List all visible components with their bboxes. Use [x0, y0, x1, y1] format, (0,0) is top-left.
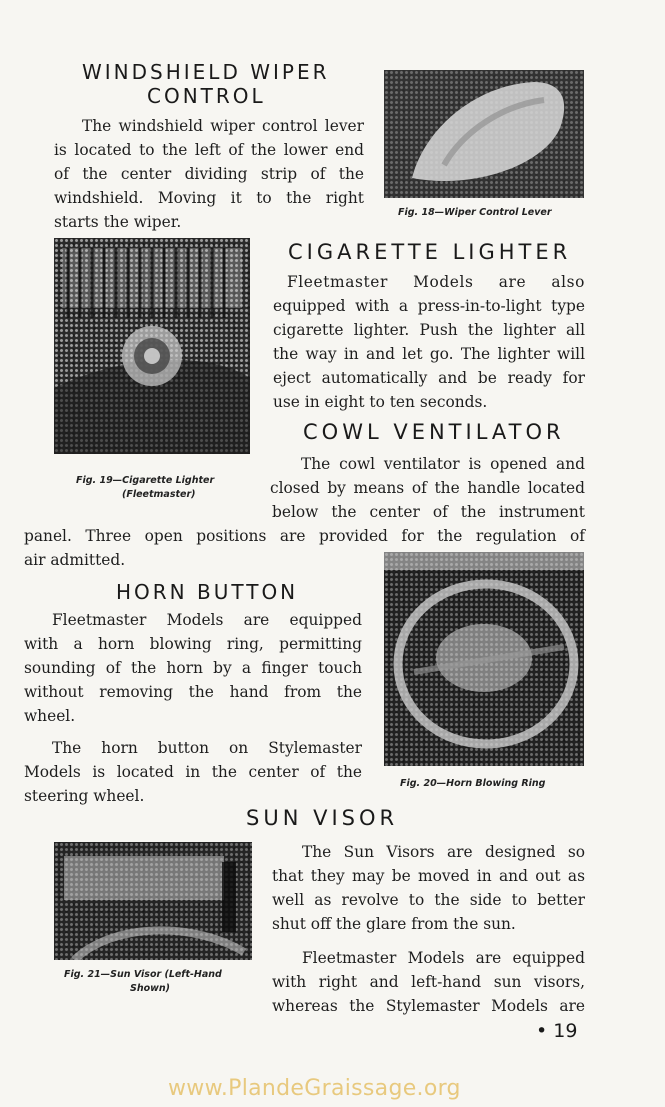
text-line: The Sun Visors are designed so	[302, 843, 585, 861]
wiper-paragraph	[54, 114, 364, 234]
text-line: starts the wiper.	[54, 213, 182, 231]
cigarette-lighter-photo	[54, 238, 250, 454]
page-number: • 19	[536, 1020, 578, 1042]
visor-heading: SUN VISOR	[246, 806, 399, 830]
wiper-heading-line2: CONTROL	[147, 84, 266, 108]
text-line: use in eight to ten seconds.	[273, 393, 488, 411]
text-line: Fleetmaster Models are also	[287, 273, 585, 291]
fig18-caption: Fig. 18—Wiper Control Lever	[398, 207, 552, 218]
text-line: with right and left-hand sun visors,	[272, 973, 585, 991]
text-line: the way in and let go. The lighter will	[273, 345, 585, 363]
lighter-paragraph	[273, 270, 585, 414]
text-line: Fleetmaster Models are equipped	[52, 611, 362, 629]
fig21-caption-line2: Shown)	[130, 983, 171, 994]
text-line: without removing the hand from the	[24, 683, 362, 701]
fig20-caption: Fig. 20—Horn Blowing Ring	[400, 778, 546, 789]
text-line: with a horn blowing ring, permitting	[24, 635, 362, 653]
text-line: windshield. Moving it to the right	[54, 189, 364, 207]
text-line: whereas the Stylemaster Models are	[272, 997, 585, 1015]
horn-ring-illustration	[384, 552, 584, 766]
text-line: is located to the left of the lower end	[54, 141, 364, 159]
fig19-caption-line1: Fig. 19—Cigarette Lighter	[76, 475, 215, 486]
text-line: equipped with a press-in-to-light type	[273, 297, 585, 315]
horn-paragraph	[24, 608, 362, 808]
text-line: closed by means of the handle located	[270, 479, 585, 497]
text-line: shut off the glare from the sun.	[272, 915, 516, 933]
text-line: The windshield wiper control lever	[82, 117, 364, 135]
text-line: Models is located in the center of the	[24, 763, 362, 781]
text-line: The cowl ventilator is opened and	[301, 455, 585, 473]
horn-ring-photo	[384, 552, 584, 766]
text-line: The horn button on Stylemaster	[52, 739, 362, 757]
text-line: Fleetmaster Models are equipped	[302, 949, 585, 967]
sun-visor-photo	[54, 842, 252, 960]
lighter-heading: CIGARETTE LIGHTER	[288, 240, 572, 264]
sun-visor-illustration	[54, 842, 252, 960]
fig21-caption-line1: Fig. 21—Sun Visor (Left-Hand	[64, 969, 222, 980]
text-line: well as revolve to the side to better	[272, 891, 585, 909]
watermark-link[interactable]: www.PlandeGraissage.org	[168, 1076, 461, 1101]
fig19-caption-line2: (Fleetmaster)	[122, 489, 196, 500]
text-line: that they may be moved in and out as	[272, 867, 585, 885]
cigarette-lighter-illustration	[54, 238, 250, 454]
horn-heading: HORN BUTTON	[116, 580, 299, 604]
cowl-paragraph-right	[270, 452, 585, 524]
text-line: panel. Three open positions are provided for the regulation of	[24, 527, 585, 545]
wiper-lever-illustration	[384, 70, 584, 198]
wiper-lever-photo	[384, 70, 584, 198]
text-line: wheel.	[24, 707, 76, 725]
visor-paragraph	[272, 840, 585, 1018]
text-line: sounding of the horn by a finger touch	[24, 659, 362, 677]
text-line: eject automatically and be ready for	[273, 369, 585, 387]
text-line: below the center of the instrument	[272, 503, 585, 521]
text-line: of the center dividing strip of the	[54, 165, 364, 183]
text-line: cigarette lighter. Push the lighter all	[273, 321, 585, 339]
text-line: steering wheel.	[24, 787, 145, 805]
cowl-heading: COWL VENTILATOR	[303, 420, 565, 444]
wiper-heading-line1: WINDSHIELD WIPER	[82, 60, 330, 84]
text-line: air admitted.	[24, 551, 126, 569]
